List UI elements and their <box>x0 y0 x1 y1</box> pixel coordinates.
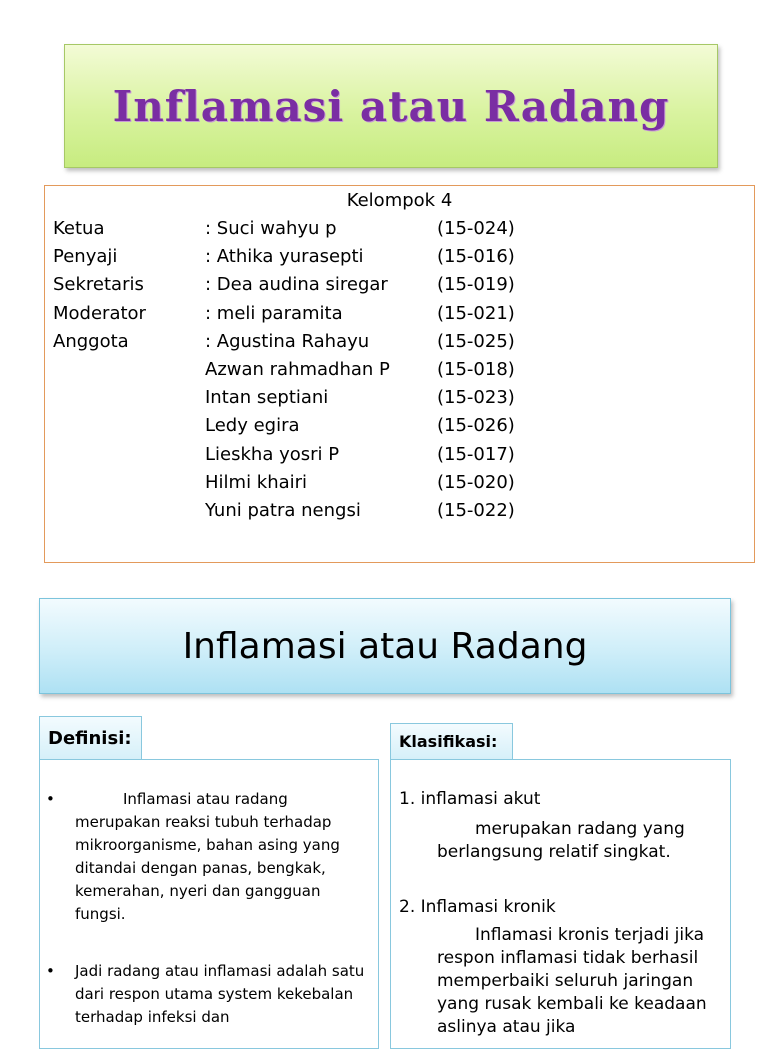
members-box <box>44 185 755 563</box>
klasifikasi-item-2-desc-text: Inflamasi kronis terjadi jika respon inflamasi tidak berhasil memperbaiki seluruh jaringan yang rusak kembali ke keadaan aslinya atau jika <box>437 925 707 1037</box>
klasifikasi-content <box>390 759 731 1049</box>
member-code: (15-022) <box>437 500 515 521</box>
definisi-content <box>39 759 379 1049</box>
klasifikasi-item-1-desc <box>437 818 727 864</box>
member-name: Ledy egira <box>205 415 300 437</box>
klasifikasi-item-1-desc-text: merupakan radang yang berlangsung relatif singkat. <box>437 819 685 862</box>
member-name: : Dea audina siregar <box>205 274 388 296</box>
member-row <box>45 271 754 299</box>
slide1-title-box <box>64 44 718 168</box>
bullet-2: • <box>46 962 55 980</box>
member-role: Moderator <box>53 302 146 324</box>
klasifikasi-item-2-title: 2. Inflamasi kronik <box>399 897 556 917</box>
slide2-title: Inflamasi atau Radang <box>182 625 588 667</box>
member-name: : meli paramita <box>205 302 343 324</box>
bullet-1: • <box>46 790 55 808</box>
member-code: (15-020) <box>437 471 515 493</box>
member-code: (15-023) <box>437 387 515 409</box>
member-role: Anggota <box>53 330 129 352</box>
member-code: (15-025) <box>437 330 515 352</box>
member-code: (15-026) <box>437 415 515 437</box>
member-row <box>45 384 754 412</box>
member-row <box>45 328 754 356</box>
klasifikasi-label: Klasifikasi: <box>390 723 513 760</box>
definisi-item-2: Jadi radang atau inflamasi adalah satu dari respon utama system kekebalan terhadap infeksi dan <box>75 962 365 1026</box>
member-code: (15-021) <box>437 302 515 324</box>
member-row <box>45 243 754 271</box>
definisi-item-1-text: Inflamasi atau radang merupakan reaksi tubuh terhadap mikroorganisme, bahan asing yang ditandai dengan panas, bengkak, kemerahan, nyeri dan gangguan fungsi. <box>75 790 340 923</box>
member-name: : Suci wahyu p <box>205 218 337 239</box>
slide2-title-box <box>39 598 731 694</box>
member-code: (15-024) <box>437 218 515 239</box>
member-row <box>45 215 754 243</box>
member-role: Sekretaris <box>53 274 144 296</box>
member-row <box>45 497 754 525</box>
definisi-label: Definisi: <box>39 716 142 760</box>
slide1-title: Inflamasi atau Radang <box>112 81 670 131</box>
member-row <box>45 356 754 384</box>
member-row <box>45 441 754 469</box>
member-code: (15-018) <box>437 359 515 380</box>
klasifikasi-item-1-title: 1. inflamasi akut <box>399 789 541 809</box>
member-name: Hilmi khairi <box>205 471 308 493</box>
member-role: Ketua <box>53 218 105 239</box>
member-code: (15-016) <box>437 246 515 268</box>
member-row <box>45 469 754 497</box>
member-name: Intan septiani <box>205 387 329 409</box>
member-name: Yuni patra nengsi <box>205 500 361 521</box>
definisi-item-1 <box>75 788 375 926</box>
member-name: : Agustina Rahayu <box>205 330 370 352</box>
member-role: Penyaji <box>53 246 118 268</box>
member-row <box>45 300 754 328</box>
klasifikasi-item-2-desc <box>437 924 729 1039</box>
member-name: Azwan rahmadhan P <box>205 359 390 380</box>
member-code: (15-017) <box>437 443 515 465</box>
member-name: Lieskha yosri P <box>205 443 340 465</box>
member-row <box>45 412 754 440</box>
member-name: : Athika yurasepti <box>205 246 364 268</box>
group-heading: Kelompok 4 <box>346 190 453 211</box>
member-code: (15-019) <box>437 274 515 296</box>
